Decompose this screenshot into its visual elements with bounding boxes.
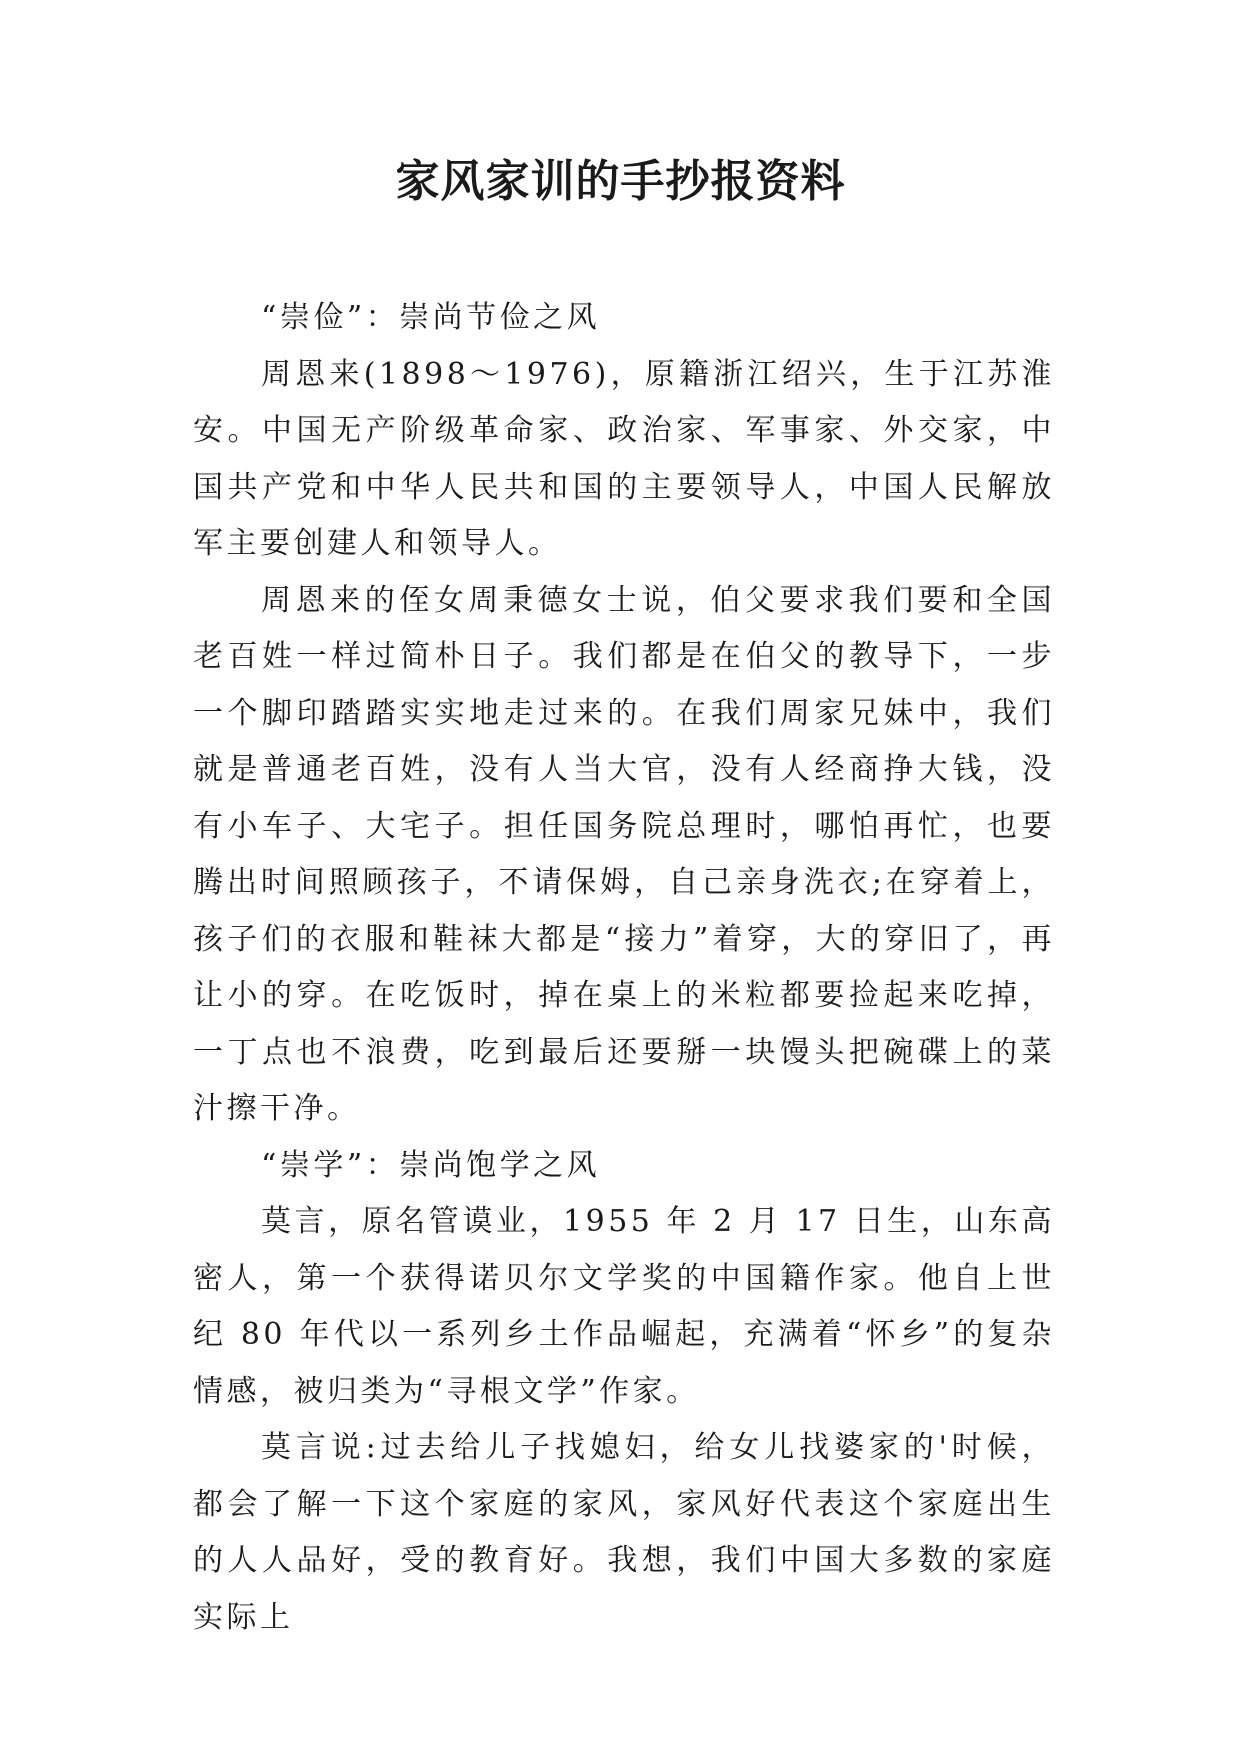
paragraph-zhou-enlai-bio: 周恩来(1898～1976)，原籍浙江绍兴，生于江苏淮安。中国无产阶级革命家、政治家、军事家、外交家，中国共产党和中华人民共和国的主要领导人，中国人民解放军主要创建人和领导人。 — [193, 356, 1055, 561]
section-heading-thrift: “崇俭”：崇尚节俭之风 — [261, 300, 601, 335]
paragraph-zhou-bingde-quote: 周恩来的侄女周秉德女士说，伯父要求我们要和全国老百姓一样过简朴日子。我们都是在伯父的教导下，一步一个脚印踏踏实实地走过来的。在我们周家兄妹中，我们就是普通老百姓，没有人当大官，没有人经商挣大钱，没有小车子、大宅子。担任国务院总理时，哪怕再忙，也要腾出时间照顾孩子，不请保姆，自己亲身洗衣;在穿着上，孩子们的衣服和鞋袜大都是“接力”着穿，大的穿旧了，再让小的穿。在吃饭时，掉在桌上的米粒都要捡起来吃掉，一丁点也不浪费，吃到最后还要掰一块馒头把碗碟上的菜汁擦干净。 — [193, 582, 1055, 1126]
document-body — [193, 290, 1055, 1646]
section-heading-learning: “崇学”：崇尚饱学之风 — [261, 1147, 601, 1183]
paragraph-mo-yan-bio: 莫言，原名管谟业，1955 年 2 月 17 日生，山东高密人，第一个获得诺贝尔文学奖的中国籍作家。他自上世纪 80 年代以一系列乡土作品崛起，充满着“怀乡”的复杂情感，被归类为“寻根文学”作家。 — [193, 1204, 1055, 1409]
document-title: 家风家训的手抄报资料 — [395, 156, 846, 207]
paragraph-mo-yan-quote: 莫言说:过去给儿子找媳妇，给女儿找婆家的'时候，都会了解一下这个家庭的家风，家风好代表这个家庭出生的人人品好，受的教育好。我想，我们中国大多数的家庭实际上 — [193, 1430, 1055, 1635]
